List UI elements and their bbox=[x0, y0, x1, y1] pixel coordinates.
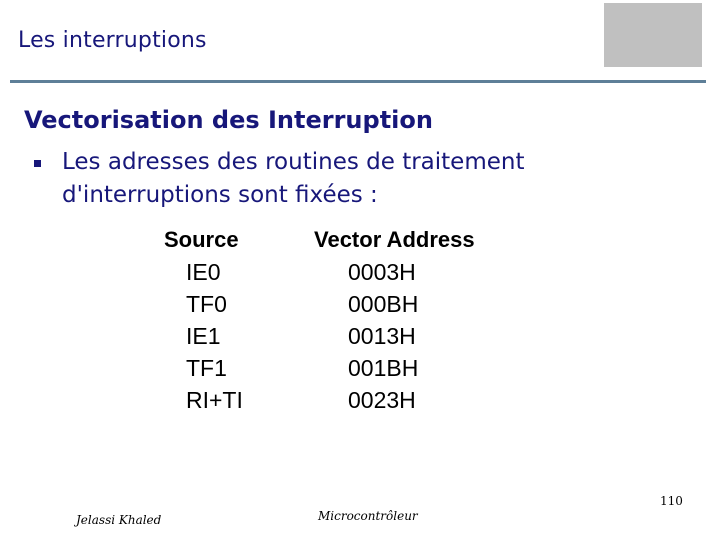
source-cell: IE1 bbox=[186, 322, 221, 349]
vector-table-header bbox=[160, 224, 548, 256]
address-cell: 0003H bbox=[348, 258, 416, 285]
footer-author: Jelassi Khaled bbox=[76, 513, 162, 527]
table-row bbox=[160, 384, 548, 416]
address-cell: 000BH bbox=[348, 290, 419, 317]
slide-title: Les interruptions bbox=[18, 28, 207, 53]
address-cell: 001BH bbox=[348, 354, 419, 381]
source-cell: IE0 bbox=[186, 258, 221, 285]
bullet-text: Les adresses des routines de traitement d'interruptions sont fixées : bbox=[62, 149, 525, 208]
bullet-icon bbox=[34, 160, 41, 167]
footer-course: Microcontrôleur bbox=[318, 509, 418, 523]
header-vector-address: Vector Address bbox=[314, 227, 475, 252]
section-heading: Vectorisation des Interruption bbox=[24, 106, 433, 134]
source-cell: TF1 bbox=[186, 354, 227, 381]
source-cell: RI+TI bbox=[186, 386, 243, 413]
address-cell: 0023H bbox=[348, 386, 416, 413]
table-row bbox=[160, 288, 548, 320]
table-row bbox=[160, 256, 548, 288]
title-divider bbox=[10, 80, 706, 83]
vector-table bbox=[160, 224, 548, 416]
header-source: Source bbox=[164, 227, 239, 252]
address-cell: 0013H bbox=[348, 322, 416, 349]
table-row bbox=[160, 352, 548, 384]
page-number: 110 bbox=[660, 494, 683, 508]
source-cell: TF0 bbox=[186, 290, 227, 317]
logo-placeholder bbox=[604, 3, 702, 67]
table-row bbox=[160, 320, 548, 352]
